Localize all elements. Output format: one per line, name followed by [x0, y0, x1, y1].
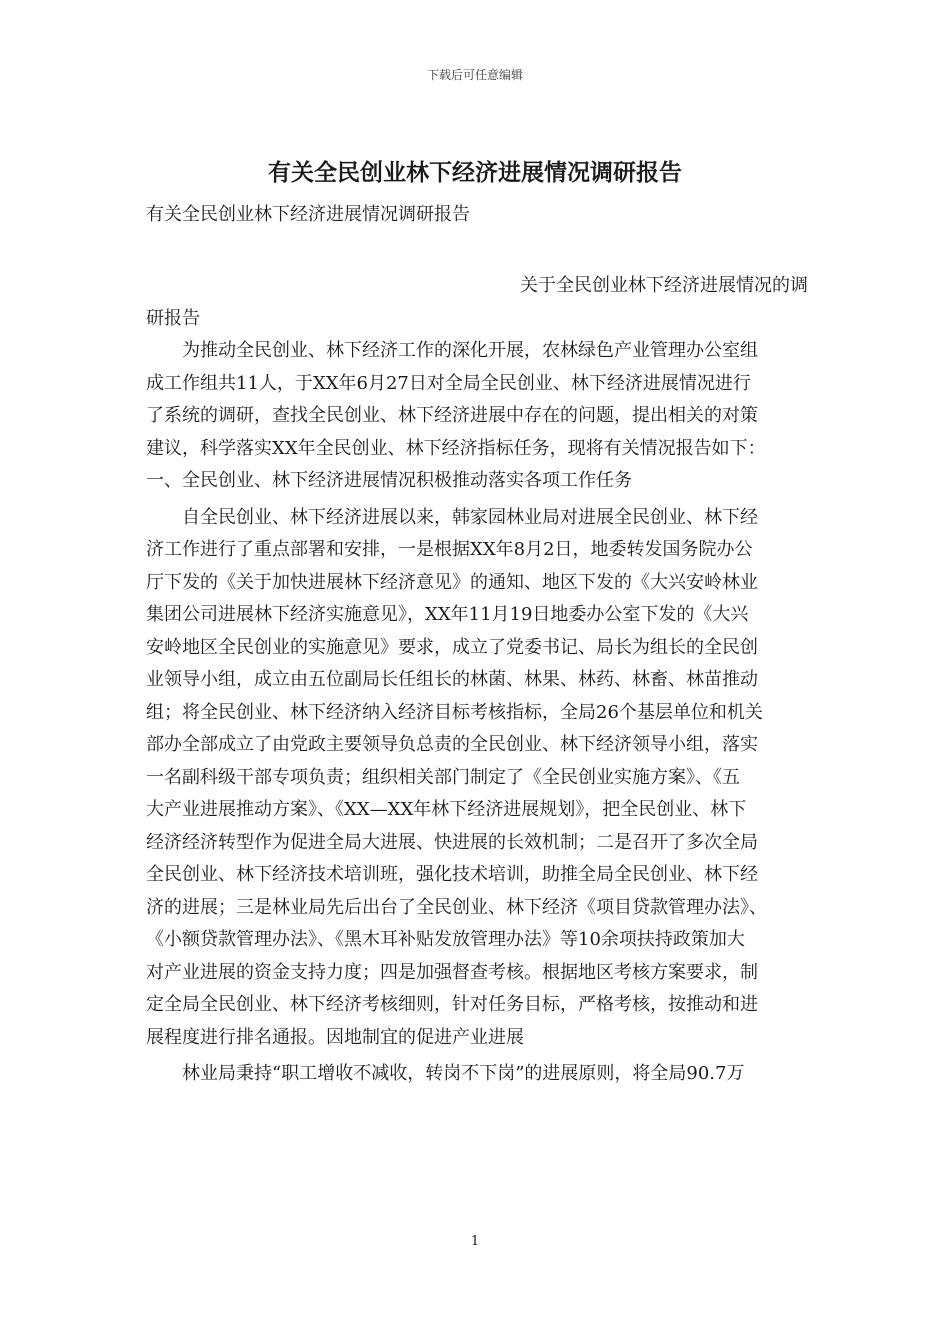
page-number: 1 [470, 1234, 480, 1249]
paragraph-line: 自全民创业、林下经济进展以来，韩家园林业局对进展全民创业、林下经 [182, 506, 758, 528]
document-body [146, 270, 808, 1091]
paragraph-line: 安岭地区全民创业的实施意见》要求，成立了党委书记、局长为组长的全民创 [146, 636, 758, 658]
paragraph-line: 对产业进展的资金支持力度；四是加强督查考核。根据地区考核方案要求，制 [146, 961, 758, 983]
paragraph-line: 为推动全民创业、林下经济工作的深化开展，农林绿色产业管理办公室组 [182, 340, 758, 361]
paragraph-line: 济的进展；三是林业局先后出台了全民创业、林下经济《项目贷款管理办法》、 [146, 896, 767, 918]
paragraph-line: 济工作进行了重点部署和安排，一是根据XX年8月2日，地委转发国务院办公 [146, 539, 753, 560]
paragraph-line: 林业局秉持“职工增收不减收，转岗不下岗”的进展原则，将全局90.7万 [182, 1063, 745, 1084]
paragraph-line: 组；将全民创业、林下经济纳入经济目标考核指标，全局26个基层单位和机关 [146, 701, 763, 723]
paragraph-line: 展程度进行排名通报。因地制宜的促进产业进展 [146, 1026, 524, 1048]
paragraph-2 [146, 502, 808, 1055]
subheading-line-1: 关于全民创业林下经济进展情况的调 [520, 275, 808, 296]
paragraph-line: 全民创业、林下经济技术培训班，强化技术培训，助推全局全民创业、林下经 [146, 864, 758, 885]
paragraph-line: 厅下发的《关于加快进展林下经济意见》的通知、地区下发的《大兴安岭林业 [146, 571, 758, 593]
paragraph-line: 了系统的调研，查找全民创业、林下经济进展中存在的问题，提出相关的对策 [146, 405, 758, 426]
paragraph-line: 《小额贷款管理办法》、《黑木耳补贴发放管理办法》等10余项扶持政策加大 [146, 929, 745, 950]
document-title: 有关全民创业林下经济进展情况调研报告 [268, 160, 682, 186]
subheading-line-2: 研报告 [146, 307, 200, 329]
paragraph-line: 集团公司进展林下经济实施意见》，XX年11月19日地委办公室下发的《大兴 [146, 604, 749, 625]
paragraph-line: 经济经济转型作为促进全局大进展、快进展的长效机制；二是召开了多次全局 [146, 831, 758, 853]
section-heading-1: 一、全民创业、林下经济进展情况积极推动落实各项工作任务 [146, 470, 632, 491]
paragraph-line: 部办全部成立了由党政主要领导负总责的全民创业、林下经济领导小组，落实 [146, 734, 758, 755]
paragraph-line: 一名副科级干部专项负责；组织相关部门制定了《全民创业实施方案》、《五 [146, 766, 740, 788]
paragraph-line: 业领导小组，成立由五位副局长任组长的林菌、林果、林药、林畜、林苗推动 [146, 669, 758, 690]
header-note: 下载后可任意编辑 [426, 68, 523, 82]
paragraph-line: 成工作组共11人，于XX年6月27日对全局全民创业、林下经济进展情况进行 [146, 372, 751, 394]
paragraph-line: 定全局全民创业、林下经济考核细则，针对任务目标，严格考核，按推动和进 [146, 994, 758, 1015]
paragraph-3 [146, 1058, 808, 1091]
paragraph-line: 建议，科学落实XX年全民创业、林下经济指标任务，现将有关情况报告如下： [146, 437, 766, 459]
paragraph-1 [146, 335, 808, 465]
document-subtitle: 有关全民创业林下经济进展情况调研报告 [146, 204, 470, 225]
paragraph-line: 大产业进展推动方案》、《XX—XX年林下经济进展规划》，把全民创业、林下 [146, 799, 747, 820]
